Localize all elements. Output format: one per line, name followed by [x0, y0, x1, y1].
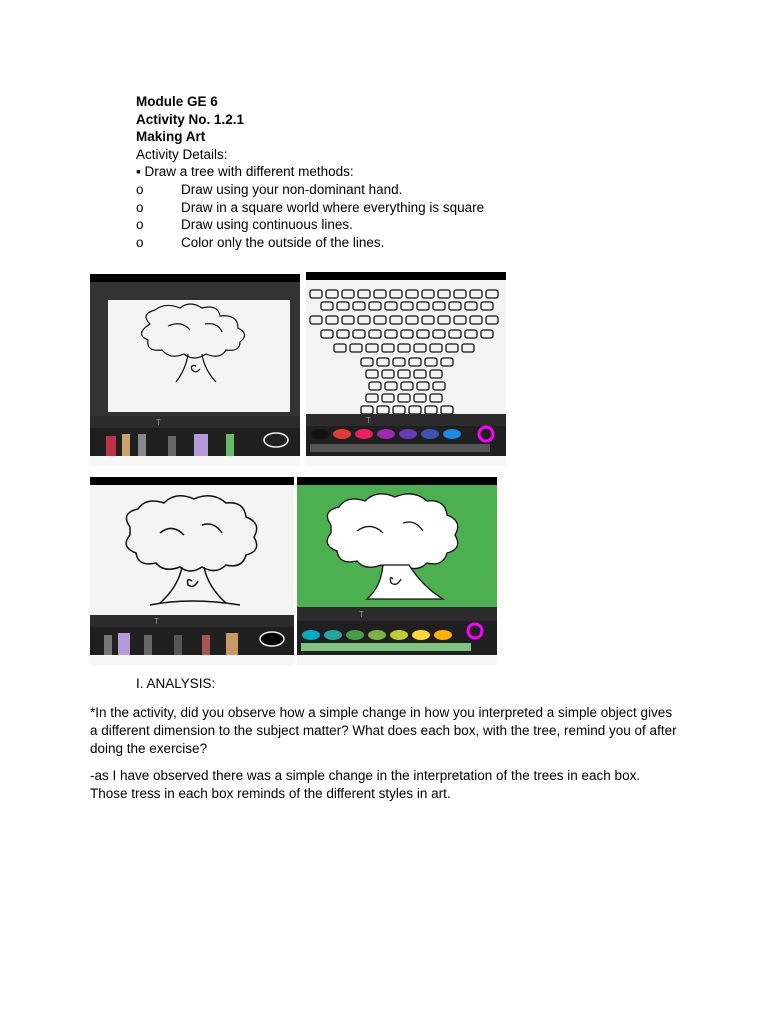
- square-world-screenshot: [306, 272, 506, 466]
- toolbar-text-icon: T: [366, 416, 371, 425]
- method-text: Color only the outside of the lines.: [181, 234, 385, 250]
- method-item: [136, 216, 354, 234]
- method-item: [136, 181, 403, 199]
- color-swatch: [390, 630, 408, 640]
- color-swatch: [399, 429, 417, 439]
- bullet-mark: o: [136, 181, 144, 197]
- method-text: Draw using your non-dominant hand.: [181, 181, 403, 197]
- toolbar-text-icon: T: [156, 418, 161, 427]
- toolbar-text-icon: T: [359, 610, 364, 619]
- method-item: [136, 234, 385, 252]
- continuous-lines-screenshot: [90, 477, 294, 665]
- bullet-mark: o: [136, 199, 144, 215]
- method-text: Draw in a square world where everything is square: [181, 199, 485, 215]
- bullet-mark: o: [136, 234, 144, 250]
- color-swatch: [377, 429, 395, 439]
- color-swatch: [324, 630, 342, 640]
- color-swatch: [368, 630, 386, 640]
- color-swatch: [333, 429, 351, 439]
- color-swatch: [302, 630, 320, 640]
- activity-header: [136, 93, 485, 251]
- main-bullet: ▪ Draw a tree with different methods:: [136, 164, 354, 180]
- color-swatch: [421, 429, 439, 439]
- details-label: Activity Details:: [136, 146, 228, 162]
- activity-title: Making Art: [136, 129, 206, 145]
- color-swatch: [311, 429, 329, 439]
- method-text: Draw using continuous lines.: [181, 217, 353, 233]
- analysis-heading: I. ANALYSIS:: [136, 676, 216, 691]
- color-swatch: [443, 429, 461, 439]
- color-outside-screenshot: [297, 477, 497, 665]
- analysis-answer: -as I have observed there was a simple change in the interpretation of the trees in each box. Those tress in each box reminds of the different styles in art.: [90, 768, 641, 801]
- analysis-question: *In the activity, did you observe how a simple change in how you interpreted a simple object gives a different dimension to the subject matter? What does each box, with the tree, remind you of after doing the exercise?: [90, 705, 677, 756]
- drawing-canvas: [90, 485, 294, 615]
- method-item: [136, 199, 485, 217]
- module-title: Module GE 6: [136, 94, 218, 109]
- color-swatch: [355, 429, 373, 439]
- color-swatch: [434, 630, 452, 640]
- drawing-canvas: [108, 300, 290, 412]
- toolbar-text-icon: T: [154, 617, 159, 626]
- bullet-mark: o: [136, 217, 144, 233]
- activity-number: Activity No. 1.2.1: [136, 111, 245, 127]
- non-dominant-hand-screenshot: [90, 274, 300, 466]
- color-swatch: [346, 630, 364, 640]
- color-swatch: [412, 630, 430, 640]
